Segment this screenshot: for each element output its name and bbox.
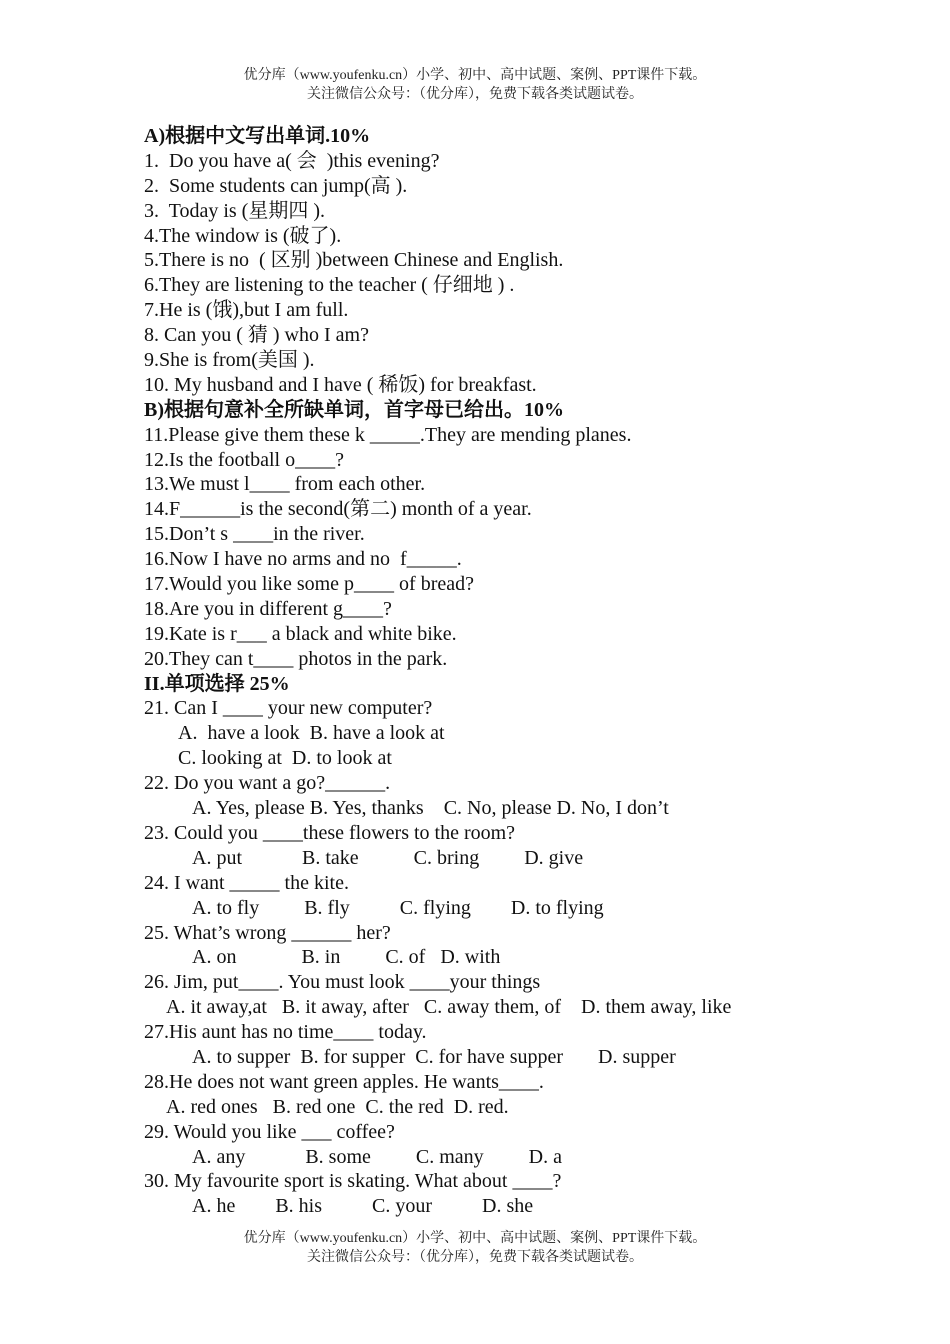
- question-26-options: A. it away,at B. it away, after C. away them, of D. them away, like: [166, 996, 732, 1019]
- question-27-options: A. to supper B. for supper C. for have supper D. supper: [192, 1045, 676, 1068]
- question-24-options: A. to fly B. fly C. flying D. to flying: [192, 896, 604, 919]
- question-30: 30. My favourite sport is skating. What about ____?: [144, 1170, 562, 1193]
- section-2-title: II.单项选择 25%: [144, 672, 290, 695]
- question-14: 14.F______is the second(第二) month of a year.: [144, 498, 532, 521]
- question-4: 4.The window is (破了).: [144, 224, 342, 247]
- question-30-options: A. he B. his C. your D. she: [192, 1195, 534, 1218]
- question-21-options-2: C. looking at D. to look at: [178, 747, 392, 770]
- question-28: 28.He does not want green apples. He wants____.: [144, 1070, 544, 1093]
- question-8: 8. Can you ( 猜 ) who I am?: [144, 324, 369, 347]
- question-22: 22. Do you want a go?______.: [144, 772, 391, 795]
- header-line-2: 关注微信公众号：（优分库），免费下载各类试题试卷。: [307, 87, 643, 102]
- footer-line-2: 关注微信公众号：（优分库），免费下载各类试题试卷。: [307, 1250, 643, 1265]
- question-21-options-1: A. have a look B. have a look at: [178, 722, 445, 745]
- question-15: 15.Don’t s ____in the river.: [144, 523, 365, 546]
- question-29: 29. Would you like ___ coffee?: [144, 1120, 395, 1143]
- question-18: 18.Are you in different g____?: [144, 597, 392, 620]
- page-header: [0, 66, 950, 104]
- question-28-options: A. red ones B. red one C. the red D. red.: [166, 1095, 509, 1118]
- question-10: 10. My husband and I have ( 稀饭) for breakfast.: [144, 373, 537, 396]
- question-6: 6.They are listening to the teacher ( 仔细地 ) .: [144, 274, 515, 297]
- page-footer: [0, 1229, 950, 1267]
- question-24: 24. I want _____ the kite.: [144, 871, 349, 894]
- question-29-options: A. any B. some C. many D. a: [192, 1145, 562, 1168]
- header-line-1: 优分库（www.youfenku.cn）小学、初中、高中试题、案例、PPT课件下载。: [243, 68, 707, 83]
- question-12: 12.Is the football o____?: [144, 448, 344, 471]
- question-3: 3. Today is (星期四 ).: [144, 199, 325, 222]
- question-23-options: A. put B. take C. bring D. give: [192, 846, 584, 869]
- question-5: 5.There is no ( 区别 )between Chinese and English.: [144, 249, 564, 272]
- question-25: 25. What’s wrong ______ her?: [144, 921, 391, 944]
- section-a-title: A)根据中文写出单词.10%: [144, 125, 371, 147]
- exam-content: [144, 124, 934, 1219]
- question-27: 27.His aunt has no time____ today.: [144, 1021, 427, 1044]
- question-21: 21. Can I ____ your new computer?: [144, 697, 433, 720]
- question-23: 23. Could you ____these flowers to the room?: [144, 821, 516, 844]
- footer-line-1: 优分库（www.youfenku.cn）小学、初中、高中试题、案例、PPT课件下载。: [243, 1231, 707, 1246]
- question-1: 1. Do you have a( 会 )this evening?: [144, 149, 440, 172]
- question-16: 16.Now I have no arms and no f_____.: [144, 548, 462, 571]
- question-9: 9.She is from(美国 ).: [144, 349, 315, 372]
- question-25-options: A. on B. in C. of D. with: [192, 946, 501, 969]
- question-17: 17.Would you like some p____ of bread?: [144, 573, 474, 596]
- question-22-options: A. Yes, please B. Yes, thanks C. No, please D. No, I don’t: [192, 797, 669, 820]
- question-7: 7.He is (饿),but I am full.: [144, 299, 349, 322]
- question-2: 2. Some students can jump(高 ).: [144, 174, 408, 197]
- question-20: 20.They can t____ photos in the park.: [144, 647, 448, 670]
- question-26: 26. Jim, put____. You must look ____your things: [144, 971, 541, 994]
- question-11: 11.Please give them these k _____.They are mending planes.: [144, 423, 632, 446]
- question-13: 13.We must l____ from each other.: [144, 473, 426, 496]
- question-19: 19.Kate is r___ a black and white bike.: [144, 622, 457, 645]
- section-b-title: B)根据句意补全所缺单词，首字母已给出。10%: [144, 398, 564, 421]
